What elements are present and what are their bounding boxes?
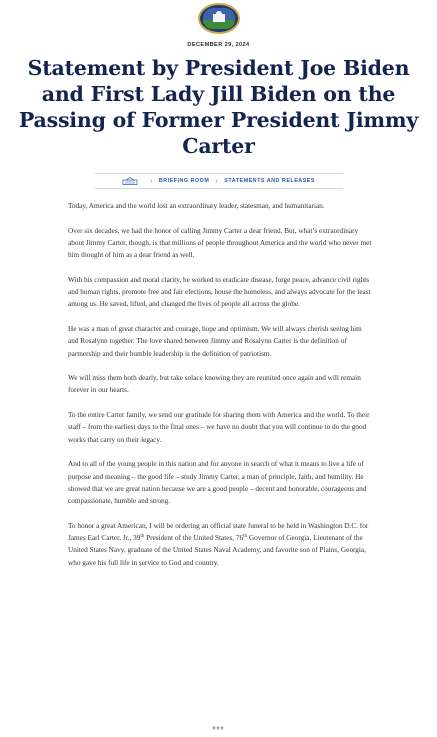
end-mark: ### <box>212 726 225 732</box>
paragraph: We will miss them both dearly, but take solace knowing they are reunited once again and will remain forever in our hearts. <box>68 374 361 395</box>
paragraph: Over six decades, we had the honor of calling Jimmy Carter a dear friend. But, what’s extraordinary about Jimmy Carter, though, is that millions of people throughout America and the world who never met him thought of him as a dear friend as well. <box>68 226 372 260</box>
paragraph: With his compassion and moral clarity, he worked to eradicate disease, forge peace, advance civil rights and human rights, promote free and fair elections, house the homeless, and always advocate for the least among us. He saved, lifted, and changed the lives of people all across the globe. <box>68 275 371 309</box>
publish-date: DECEMBER 29, 2024 <box>187 42 250 48</box>
paragraph: Today, America and the world lost an extraordinary leader, statesman, and humanitarian. <box>68 202 325 210</box>
white-house-icon <box>213 14 225 22</box>
paragraph-text: President of the United States, 76 <box>144 534 244 543</box>
paragraph-text: To honor a great American, I will be ordering an official state funeral to be held in Washington D.C. for James Earl Carter, Jr., 39 <box>68 521 369 543</box>
page-title: Statement by President Joe Biden and First Lady Jill Biden on the Passing of Former President Jimmy Carter <box>18 56 419 158</box>
paragraph-text: Governor of Georgia, Lieutenant of the United States Navy, graduate of the United States Naval Academy, and favorite son of Plains, Georgia, who gave his full life in service to God and country. <box>68 534 366 567</box>
statement-body <box>68 200 374 581</box>
ordinal-suffix: th <box>140 534 145 540</box>
paragraph: He was a man of great character and courage, hope and optimism. We will always cherish seeing him and Rosalynn together. The love shared between Jimmy and Rosalynn Carter is the definition of partnership and their humble leadership is the definition of patriotism. <box>68 324 362 358</box>
ordinal-suffix: th <box>243 534 248 540</box>
breadcrumb <box>95 173 343 189</box>
breadcrumb-briefing-room[interactable]: BRIEFING ROOM <box>158 178 210 184</box>
white-house-seal-icon[interactable] <box>198 3 240 34</box>
header <box>0 0 437 34</box>
breadcrumb-statements-and-releases[interactable]: STATEMENTS AND RELEASES <box>224 178 315 184</box>
paragraph: And to all of the young people in this nation and for anyone in search of what it means to live a life of purpose and meaning – the good life – study Jimmy Carter, a man of principle, faith, and humility. He showed that we are great nation because we are a good people – decent and honorable, courageous and compassionate, humble and strong. <box>68 460 367 506</box>
paragraph-funeral <box>68 520 374 569</box>
breadcrumb-separator-icon: › <box>215 177 219 185</box>
breadcrumb-separator-icon: › <box>150 177 153 185</box>
paragraph: To the entire Carter family, we send our gratitude for sharing them with America and the world. To their staff – from the earliest days to the final ones – we have no doubt that you will continue to do the good works that carry on their legacy. <box>68 411 370 444</box>
white-house-home-icon[interactable] <box>122 177 138 185</box>
